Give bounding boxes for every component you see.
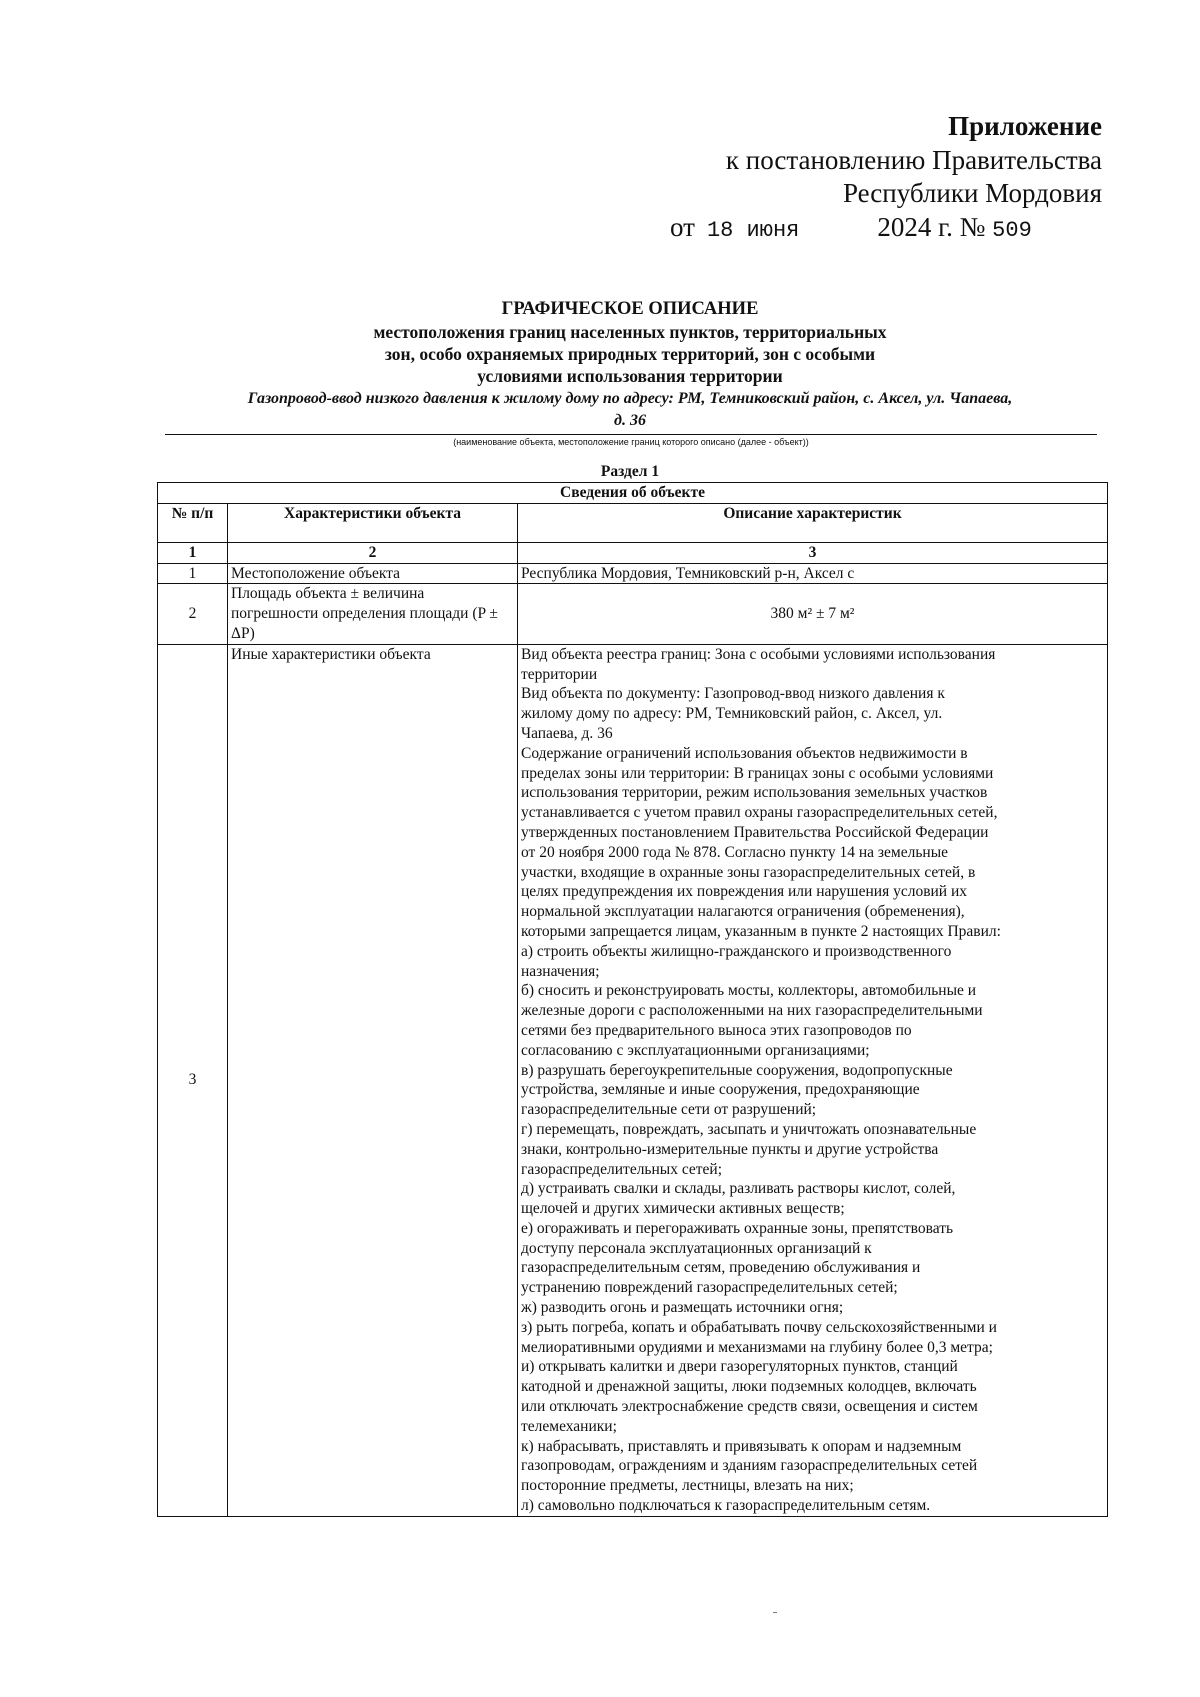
appendix-block (582, 108, 1102, 248)
scan-speck (773, 1612, 777, 1613)
description-line: территории (521, 665, 598, 683)
description-line: утвержденных постановлением Правительства Российской Федерации (521, 823, 989, 841)
description-line: сетями без предварительного выноса этих газопроводов по (521, 1021, 912, 1039)
description-line: газораспределительных сетей; (521, 1160, 723, 1178)
description-line: катодной и дренажной защиты, люки подземных колодцев, включать (521, 1378, 977, 1396)
description-line: Вид объекта по документу: Газопровод-ввод низкого давления к (521, 685, 945, 703)
description-line: телемеханики; (521, 1417, 617, 1435)
description-line: е) огораживать и перегораживать охранные зоны, препятствовать (521, 1219, 954, 1237)
description-line: нормальной эксплуатации налагаются ограничения (обременения), (521, 903, 965, 921)
description-line: и) открывать калитки и двери газорегуляторных пунктов, станций (521, 1358, 958, 1376)
table-row (158, 644, 1108, 1516)
document-subtitle-3: условиями использования территории (477, 366, 783, 386)
description-line: газораспределительным сетям, проведению обслуживания и (521, 1259, 921, 1277)
row-num: 3 (158, 644, 228, 1516)
description-line: газопроводам, ограждениям и зданиям газораспределительных сетей (521, 1457, 978, 1475)
document-title: ГРАФИЧЕСКОЕ ОПИСАНИЕ (501, 299, 759, 319)
description-line: устройства, земляные и иные сооружения, предохраняющие (521, 1081, 920, 1099)
description-line: Вид объекта реестра границ: Зона с особыми условиями использования (521, 645, 996, 663)
description-line: д) устраивать свалки и склады, разливать растворы кислот, солей, (521, 1180, 956, 1198)
description-line: от 20 ноября 2000 года № 878. Согласно пункту 14 на земельные (521, 843, 948, 861)
description-line: назначения; (521, 962, 600, 980)
description-line: щелочей и других химически активных веществ; (521, 1200, 845, 1218)
row-characteristic: Площадь объекта ± величина погрешности определения площади (P ± ΔP) (228, 584, 518, 644)
description-line: использования территории, режим использования земельных участков (521, 784, 988, 802)
description-line: доступу персонала эксплуатационных организаций к (521, 1239, 872, 1257)
col-number-2: 2 (228, 542, 518, 563)
table-row (158, 584, 1108, 644)
table-title: Сведения об объекте (158, 483, 1108, 504)
section-label: Раздел 1 (600, 463, 660, 480)
description-line: Чапаева, д. 36 (521, 724, 613, 742)
appendix-line-2: Республики Мордовия (842, 178, 1102, 208)
row-characteristic: Местоположение объекта (228, 563, 518, 584)
table-title-row (158, 483, 1108, 504)
date-number: 509 (992, 218, 1032, 243)
description-line: газораспределительные сети от разрушений; (521, 1101, 817, 1119)
object-underline (165, 434, 1097, 435)
document-heading (160, 297, 1100, 431)
row-description (518, 644, 1108, 1516)
description-line: жилому дому по адресу: РМ, Темниковский район, с. Аксел, ул. (521, 705, 943, 723)
column-number-row (158, 542, 1108, 563)
appendix-title: Приложение (948, 111, 1102, 141)
date-prefix: от (670, 212, 695, 242)
description-line: г) перемещать, повреждать, засыпать и уничтожать опознавательные (521, 1120, 977, 1138)
row-characteristic: Иные характеристики объекта (228, 644, 518, 1516)
description-line: к) набрасывать, приставлять и привязывать к опорам и надземным (521, 1437, 962, 1455)
description-line: устранению повреждений газораспределительных сетей; (521, 1279, 898, 1297)
object-caption: (наименование объекта, местоположение границ которого описано (далее - объект)) (453, 437, 809, 447)
description-line: посторонние предметы, лестницы, влезать на них; (521, 1477, 854, 1495)
row-description: 380 м² ± 7 м² (518, 584, 1108, 644)
appendix-line-1: к постановлению Правительства (725, 145, 1102, 175)
description-line: а) строить объекты жилищно-гражданского и производственного (521, 942, 952, 960)
col-number-3: 3 (518, 542, 1108, 563)
object-name-2: д. 36 (614, 412, 646, 429)
description-line: мелиоративными орудиями и механизмами на глубину более 0,3 метра; (521, 1338, 993, 1356)
header-characteristic: Характеристики объекта (228, 503, 518, 542)
description-line: з) рыть погреба, копать и обрабатывать почву сельскохозяйственными и (521, 1318, 997, 1336)
description-line: участки, входящие в охранные зоны газораспределительных сетей, в (521, 863, 976, 881)
row-num: 1 (158, 563, 228, 584)
row-description: Республика Мордовия, Темниковский р-н, Аксел с (518, 563, 1108, 584)
object-info-table (157, 482, 1108, 1517)
row-num: 2 (158, 584, 228, 644)
description-line: согласованию с эксплуатационными организациями; (521, 1041, 870, 1059)
description-line: знаки, контрольно-измерительные пункты и другие устройства (521, 1140, 939, 1158)
description-line: ж) разводить огонь и размещать источники огня; (521, 1299, 844, 1317)
date-value: 18 июня (706, 218, 800, 243)
description-line: пределах зоны или территории: В границах зоны с особыми условиями (521, 764, 994, 782)
description-line: Содержание ограничений использования объектов недвижимости в (521, 744, 968, 762)
header-description: Описание характеристик (518, 503, 1108, 542)
description-line: которыми запрещается лицам, указанным в пункте 2 настоящих Правил: (521, 922, 1001, 940)
document-subtitle-2: зон, особо охраняемых природных территорий, зон с особыми (384, 344, 876, 364)
description-line: в) разрушать берегоукрепительные сооружения, водопропускные (521, 1061, 953, 1079)
document-subtitle-1: местоположения границ населенных пунктов, территориальных (373, 322, 887, 342)
description-line: железные дороги с расположенными на них газораспределительными (521, 1002, 983, 1020)
description-line: л) самовольно подключаться к газораспределительным сетям. (521, 1497, 931, 1515)
date-year: 2024 г. № (877, 212, 986, 242)
table-row (158, 563, 1108, 584)
description-line: устанавливается с учетом правил охраны газораспределительных сетей, (521, 804, 998, 822)
description-line: целях предупреждения их повреждения или нарушения условий их (521, 883, 968, 901)
col-number-1: 1 (158, 542, 228, 563)
header-num: № п/п (158, 503, 228, 542)
appendix-date-line (582, 210, 1102, 248)
description-line: или отключать электроснабжение средств связи, освещения и систем (521, 1398, 978, 1416)
object-name-1: Газопровод-ввод низкого давления к жилому дому по адресу: РМ, Темниковский район, с. Аксел, ул. Чапаева, (247, 390, 1013, 407)
description-line: б) сносить и реконструировать мосты, коллекторы, автомобильные и (521, 982, 977, 1000)
table-header-row (158, 503, 1108, 542)
